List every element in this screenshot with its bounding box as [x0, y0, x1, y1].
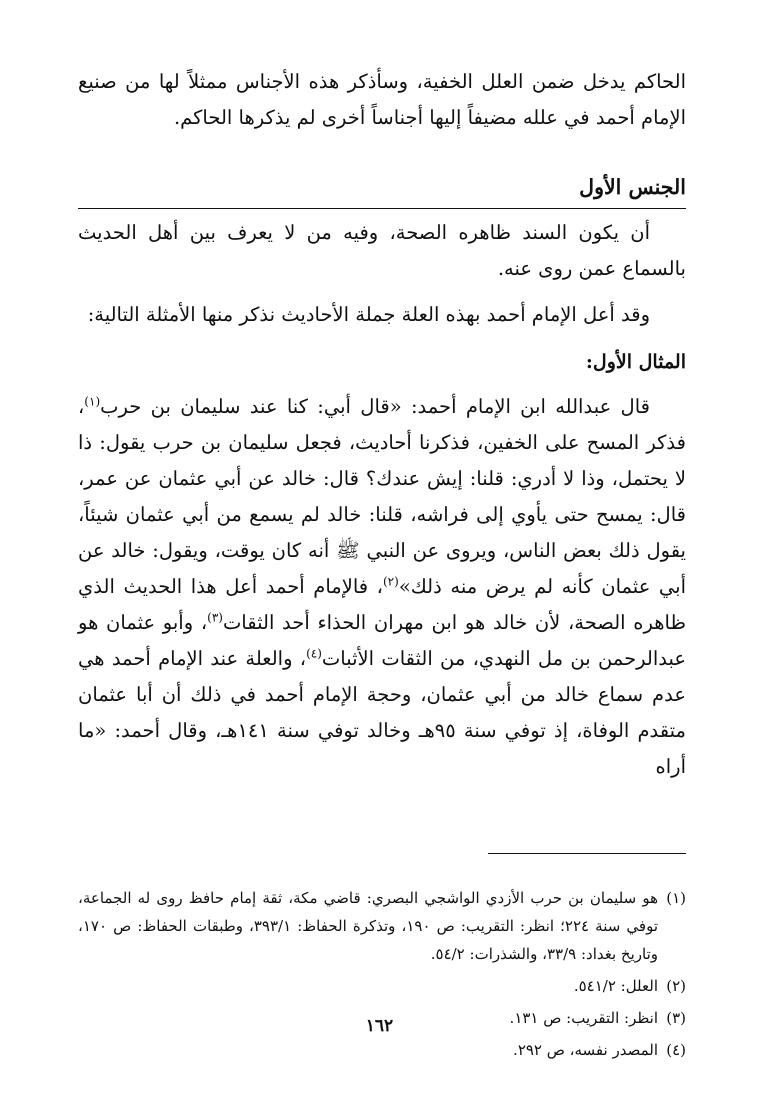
footnote-number: (١) [666, 889, 686, 907]
example-text-3: ، فالإمام أحمد أعل هذا الحديث الذي ظاهره الصحة، لأن خالد هو ابن مهران الحذاء أحد الثقات [78, 575, 686, 634]
footnote-number: (٢) [666, 977, 686, 995]
section-heading: الجنس الأول [579, 175, 686, 199]
intro-paragraph: الحاكم يدخل ضمن العلل الخفية، وسأذكر هذه الأجناس ممثلاً لها من صنيع الإمام أحمد في علله مضيفاً إليها أجناساً أخرى لم يذكرها الحاكم. [78, 70, 686, 129]
example-text-1: قال عبدالله ابن الإمام أحمد: «قال أبي: كنا عند سليمان بن حرب [100, 395, 650, 418]
page-number: ١٦٢ [365, 1016, 394, 1036]
section-paragraph-1: أن يكون السند ظاهره الصحة، وفيه من لا يعرف بين أهل الحديث بالسماع عمن روى عنه. [78, 221, 686, 280]
footnote-item [78, 972, 686, 1000]
footnote-number: (٣) [666, 1009, 686, 1027]
footnote-item [78, 884, 686, 968]
footnote-ref-3: (٣) [207, 610, 223, 625]
footnote-separator [488, 853, 686, 854]
footnote-ref-4: (٤) [306, 646, 322, 661]
heading-rule [78, 208, 686, 209]
example-paragraph [78, 389, 686, 785]
example-heading: المثال الأول: [585, 351, 686, 373]
footnote-text: هو سليمان بن حرب الأزدي الواشجي البصري: قاضي مكة، ثقة إمام حافظ روى له الجماعة، توفي سنة ٢٢٤؛ انظر: التقريب: ص ١٩٠، وتذكرة الحفاظ: ٣٩٣/١، وطبقات الحفاظ: ص ١٧٠، وتاريخ بغداد: ٣٣/٩، والشذرات: ٥٤/٢. [78, 889, 658, 963]
footnote-item [78, 1036, 686, 1064]
footnote-ref-1: (١) [84, 394, 101, 409]
footnote-text: العلل: ٥٤١/٢. [573, 977, 658, 995]
footnote-text: المصدر نفسه، ص ٢٩٢. [513, 1041, 658, 1059]
footnote-text: انظر: التقريب: ص ١٣١. [509, 1009, 658, 1027]
example-text-4: ، وأبو عثمان هو عبدالرحمن بن مل النهدي، من الثقات الأثبات [78, 611, 686, 670]
footnote-ref-2: (٢) [382, 574, 399, 589]
footnote-number: (٤) [666, 1041, 686, 1059]
section-paragraph-2: وقد أعل الإمام أحمد بهذه العلة جملة الأحاديث نذكر منها الأمثلة التالية: [87, 303, 650, 326]
example-text-5: ، والعلة عند الإمام أحمد هي عدم سماع خالد من أبي عثمان، وحجة الإمام أحمد في ذلك أن أبا عثمان متقدم الوفاة، إذ توفي سنة ٩٥هـ وخالد توفي سنة ١٤١هـ، وقال أحمد: «ما أراه [78, 647, 686, 778]
footnotes [78, 884, 686, 1068]
example-text-2: ، فذكر المسح على الخفين، فذكرنا أحاديث، فجعل سليمان بن حرب يقول: ذا لا يحتمل، وذا لا أدري: قلنا: إيش عندك؟ قال: خالد عن أبي عثمان عن عمر، قال: يمسح حتى يأوي إلى فراشه، قلنا: خالد لم يسمع من أبي عثمان شيئاً، يقول ذلك بعض الناس، ويروى عن النبي ﷺ أنه كان يوقت، ويقول: خالد عن أبي عثمان كأنه لم يرض منه ذلك» [78, 395, 687, 598]
